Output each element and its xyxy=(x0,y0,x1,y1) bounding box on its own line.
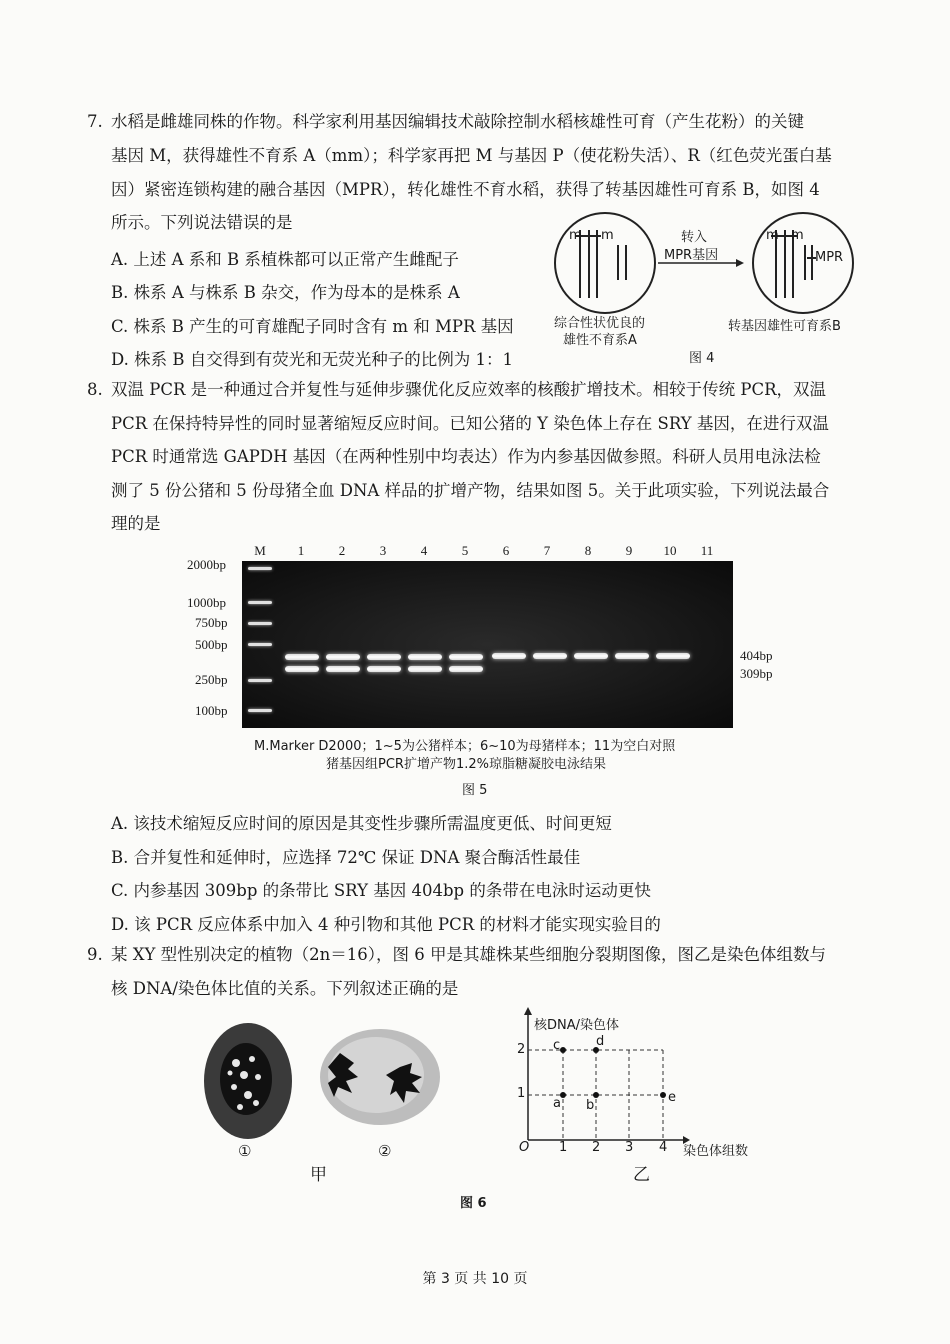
fig4-gene-m-left: m xyxy=(569,228,582,243)
cell-2-label: ② xyxy=(378,1142,392,1160)
q7-option-c: C. 株系 B 产生的可育雄配子同时含有 m 和 MPR 基因 xyxy=(111,317,514,336)
fig4-left-label-1: 综合性状优良的 xyxy=(554,316,646,331)
fig4-mpr-label: MPR xyxy=(815,250,844,265)
band-404 xyxy=(574,653,608,659)
band-309 xyxy=(326,666,360,672)
xtick-1: 1 xyxy=(559,1140,568,1155)
point-label-d: d xyxy=(596,1034,605,1049)
lane-label-8: 8 xyxy=(584,543,592,558)
fig4-gene-m-left2: m xyxy=(601,228,614,243)
fig5-caption-2: 猪基因组PCR扩增产物1.2%琼脂糖凝胶电泳结果 xyxy=(326,757,606,772)
marker-band xyxy=(248,601,272,604)
lane-label-5: 5 xyxy=(461,543,469,558)
point-label-e: e xyxy=(668,1090,676,1105)
ladder-500: 500bp xyxy=(195,637,228,652)
y-axis-arrow xyxy=(524,1007,532,1015)
q7-option-b: B. 株系 A 与株系 B 杂交，作为母本的是株系 A xyxy=(111,283,460,302)
ladder-750: 750bp xyxy=(195,615,228,630)
ladder-100: 100bp xyxy=(195,703,228,718)
marker-band xyxy=(248,567,272,570)
fig4-gene-m-right: m xyxy=(766,228,779,243)
gel-image xyxy=(242,561,733,728)
band-404 xyxy=(615,653,649,659)
fig4-arrow-bottom: MPR基因 xyxy=(664,248,719,263)
ladder-250: 250bp xyxy=(195,672,228,687)
q7-line-4: 所示。下列说法错误的是 xyxy=(111,213,293,232)
q7-number: 7. xyxy=(87,112,103,131)
q8-line-2: PCR 在保持特异性的同时显著缩短反应时间。已知公猪的 Y 染色体上存在 SRY 基因，在进行双温 xyxy=(111,414,829,433)
xtick-2: 2 xyxy=(592,1140,601,1155)
marker-band xyxy=(248,622,272,625)
band-404 xyxy=(533,653,567,659)
graph-ylabel: 核DNA/染色体 xyxy=(534,1018,620,1033)
fig5-label: 图 5 xyxy=(462,783,488,798)
band-404 xyxy=(449,654,483,660)
q9-number: 9. xyxy=(87,945,103,964)
band-404 xyxy=(408,654,442,660)
q8-line-5: 理的是 xyxy=(111,514,161,533)
ytick-1: 1 xyxy=(517,1086,526,1101)
point-e xyxy=(660,1092,666,1098)
jia-label: 甲 xyxy=(310,1165,327,1185)
cell-1-label: ① xyxy=(238,1142,252,1160)
q7-line-1: 水稻是雌雄同株的作物。科学家利用基因编辑技术敲除控制水稻核雄性可育（产生花粉）的关键 xyxy=(111,112,804,131)
band-404 xyxy=(656,653,690,659)
fig4-caption: 图 4 xyxy=(689,351,715,366)
point-c xyxy=(560,1047,566,1053)
q7-line-2: 基因 M，获得雄性不育系 A（mm）；科学家再把 M 与基因 P（使花粉失活）、R（红色荧光蛋白基 xyxy=(111,146,832,165)
q8-line-4: 测了 5 份公猪和 5 份母猪全血 DNA 样品的扩增产物，结果如图 5。关于此项实验，下列说法最合 xyxy=(111,481,830,500)
marker-band xyxy=(248,643,272,646)
xtick-4: 4 xyxy=(659,1140,668,1155)
ytick-2: 2 xyxy=(517,1042,526,1057)
q8-option-c: C. 内参基因 309bp 的条带比 SRY 基因 404bp 的条带在电泳时运动更快 xyxy=(111,881,651,900)
graph-xlabel: 染色体组数 xyxy=(683,1144,749,1159)
marker-band xyxy=(248,709,272,712)
q8-line-1: 双温 PCR 是一种通过合并复性与延伸步骤优化反应效率的核酸扩增技术。相较于传统 PCR，双温 xyxy=(111,380,827,399)
q7-line-3: 因）紧密连锁构建的融合基因（MPR），转化雄性不育水稻，获得了转基因雄性可育系 B，如图 4 xyxy=(111,180,820,199)
ladder-1000: 1000bp xyxy=(187,595,226,610)
fig4-left-label-2: 雄性不育系A xyxy=(563,333,637,348)
lane-label-7: 7 xyxy=(543,543,551,558)
band-404 xyxy=(326,654,360,660)
point-label-c: c xyxy=(553,1038,561,1053)
lane-label-11: 11 xyxy=(700,543,714,558)
band-309 xyxy=(285,666,319,672)
fig4-right-label: 转基因雄性可育系B xyxy=(728,319,841,334)
lane-label-3: 3 xyxy=(379,543,387,558)
xtick-3: 3 xyxy=(625,1140,634,1155)
q8-option-d: D. 该 PCR 反应体系中加入 4 种引物和其他 PCR 的材料才能实现实验目的 xyxy=(111,915,661,934)
q7-option-a: A. 上述 A 系和 B 系植株都可以正常产生雌配子 xyxy=(111,250,459,269)
band-404 xyxy=(285,654,319,660)
cell-images xyxy=(200,1015,450,1145)
lane-label-6: 6 xyxy=(502,543,510,558)
point-label-a: a xyxy=(553,1096,561,1111)
lane-label-4: 4 xyxy=(420,543,428,558)
q9-line-1: 某 XY 型性别决定的植物（2n＝16），图 6 甲是其雄株某些细胞分裂期图像，图乙是染色体组数与 xyxy=(111,945,826,964)
band-label-404: 404bp xyxy=(740,648,773,663)
fig6-caption: 图 6 xyxy=(460,1196,487,1211)
lane-label-1: 1 xyxy=(297,543,305,558)
lane-label-2: 2 xyxy=(338,543,346,558)
lane-label-9: 9 xyxy=(625,543,633,558)
band-309 xyxy=(408,666,442,672)
fig4-gene-m-right2: m xyxy=(791,228,804,243)
band-309 xyxy=(367,666,401,672)
band-label-309: 309bp xyxy=(740,666,773,681)
fig5-caption-1: M.Marker D2000；1~5为公猪样本；6~10为母猪样本；11为空白对照 xyxy=(254,739,676,754)
q8-number: 8. xyxy=(87,380,103,399)
q8-option-a: A. 该技术缩短反应时间的原因是其变性步骤所需温度更低、时间更短 xyxy=(111,814,612,833)
graph-origin: O xyxy=(519,1140,530,1155)
q8-line-3: PCR 时通常选 GAPDH 基因（在两种性别中均表达）作为内参基因做参照。科研人员用电泳法检 xyxy=(111,447,821,466)
q7-option-d: D. 株系 B 自交得到有荧光和无荧光种子的比例为 1：1 xyxy=(111,350,513,369)
q9-line-2: 核 DNA/染色体比值的关系。下列叙述正确的是 xyxy=(111,979,459,998)
marker-band xyxy=(248,679,272,682)
lane-label-10: 10 xyxy=(663,543,677,558)
fig4-arrow-top: 转入 xyxy=(681,230,708,245)
band-404 xyxy=(492,653,526,659)
ladder-2000: 2000bp xyxy=(187,557,226,572)
yi-label: 乙 xyxy=(633,1165,650,1185)
q8-option-b: B. 合并复性和延伸时，应选择 72℃ 保证 DNA 聚合酶活性最佳 xyxy=(111,848,581,867)
lane-label-m: M xyxy=(254,543,266,558)
page-footer: 第 3 页 共 10 页 xyxy=(422,1271,528,1287)
band-309 xyxy=(449,666,483,672)
band-404 xyxy=(367,654,401,660)
arrow-head xyxy=(736,259,744,267)
point-label-b: b xyxy=(586,1098,595,1113)
